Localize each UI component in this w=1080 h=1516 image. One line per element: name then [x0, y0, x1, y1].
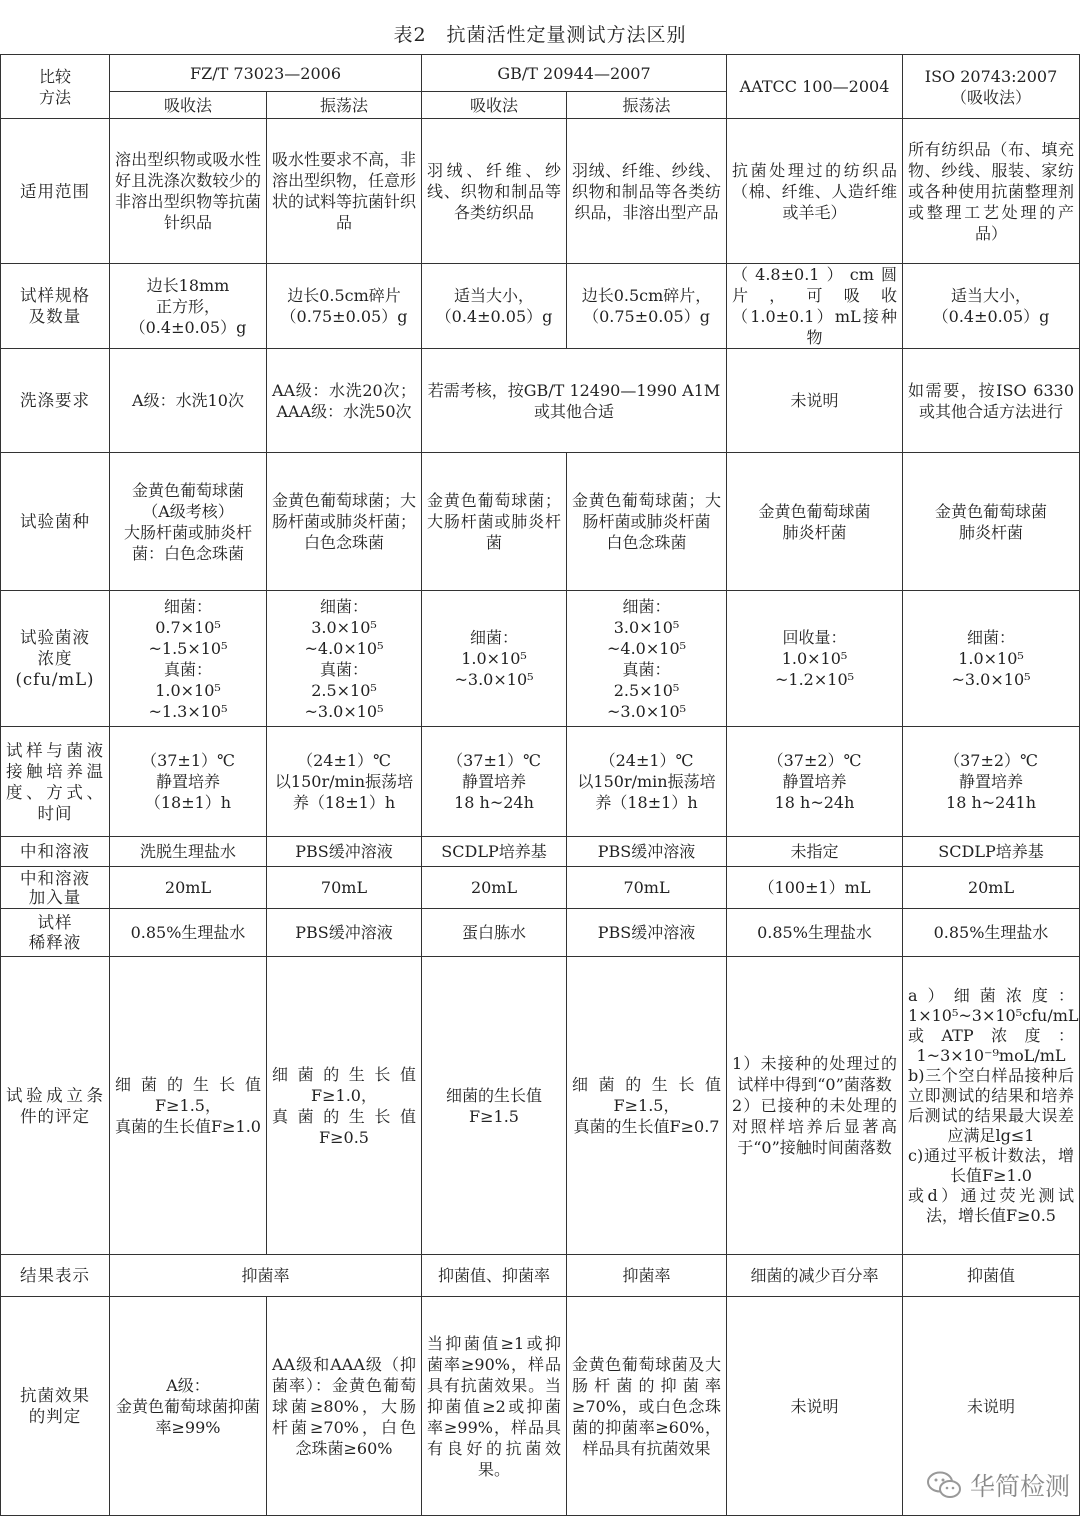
row-label: 中和溶液 加入量	[1, 867, 110, 909]
table-cell: 未说明	[727, 1297, 903, 1516]
table-cell: 20mL	[903, 867, 1080, 909]
table-cell: PBS缓冲溶液	[267, 837, 422, 867]
table-cell: 细菌的生长值F≥1.0， 真菌的生长值F≥0.5	[267, 957, 422, 1255]
table-cell: PBS缓冲溶液	[267, 909, 422, 957]
table-cell: 边长18mm 正方形， （0.4±0.05）g	[110, 264, 267, 349]
table-cell: （37±1）℃ 静置培养 18 h~24h	[422, 727, 567, 837]
comparison-table	[0, 54, 1080, 1516]
table-cell: 抑菌值、抑菌率	[422, 1255, 567, 1297]
table-cell: （37±2）℃ 静置培养 18 h~241h	[903, 727, 1080, 837]
wechat-icon	[926, 1470, 962, 1500]
table-cell: 羽绒、纤维、纱线、织物和制品等各类纺织品	[422, 119, 567, 264]
row-label: 试验菌液 浓度 (cfu/mL)	[1, 591, 110, 727]
table-cell: A级：水洗10次	[110, 349, 267, 453]
table-cell: （100±1）mL	[727, 867, 903, 909]
table-cell: 70mL	[567, 867, 727, 909]
watermark	[926, 1467, 1070, 1503]
table-cell: 边长0.5cm碎片， （0.75±0.05）g	[567, 264, 727, 349]
table-cell: 抑菌率	[567, 1255, 727, 1297]
table-cell: 细菌的生长值F≥1.5， 真菌的生长值F≥1.0	[110, 957, 267, 1255]
table-cell: 抑菌率	[110, 1255, 422, 1297]
table-cell: 溶出型织物或吸水性好且洗涤次数较少的非溶出型织物等抗菌针织品	[110, 119, 267, 264]
table-cell: 如需要，按ISO 6330或其他合适方法进行	[903, 349, 1080, 453]
table-cell: 羽绒、纤维、纱线、织物和制品等各类纺织品，非溶出型产品	[567, 119, 727, 264]
table-cell: 边长0.5cm碎片 （0.75±0.05）g	[267, 264, 422, 349]
row-label: 试样 稀释液	[1, 909, 110, 957]
row-label: 结果表示	[1, 1255, 110, 1297]
table-cell: 70mL	[267, 867, 422, 909]
table-cell: （37±1）℃ 静置培养 （18±1）h	[110, 727, 267, 837]
iso-header: ISO 20743:2007 （吸收法）	[903, 55, 1080, 119]
table-cell: 金黄色葡萄球菌；大肠杆菌或肺炎杆菌	[422, 453, 567, 591]
table-cell: 金黄色葡萄球菌；大肠杆菌或肺炎杆菌 白色念珠菌	[567, 453, 727, 591]
table-cell: 若需考核，按GB/T 12490—1990 A1M或其他合适	[422, 349, 727, 453]
table-cell: 0.85%生理盐水	[903, 909, 1080, 957]
row-label: 适用范围	[1, 119, 110, 264]
table-cell: 细菌： 3.0×10⁵ ~4.0×10⁵ 真菌： 2.5×10⁵ ~3.0×10⁵	[267, 591, 422, 727]
table-cell: 未指定	[727, 837, 903, 867]
row-label: 试验菌种	[1, 453, 110, 591]
sub-header: 振荡法	[267, 92, 422, 119]
fzt-header: FZ/T 73023—2006	[110, 55, 422, 92]
table-cell: 适当大小， （0.4±0.05）g	[422, 264, 567, 349]
table-cell: 金黄色葡萄球菌 （A级考核） 大肠杆菌或肺炎杆菌：白色念珠菌	[110, 453, 267, 591]
table-cell: 0.85%生理盐水	[110, 909, 267, 957]
table-cell: 细菌的减少百分率	[727, 1255, 903, 1297]
table-cell: 细菌： 1.0×10⁵ ~3.0×10⁵	[903, 591, 1080, 727]
table-cell: AA级和AAA级（抑菌率）：金黄色葡萄球菌≥80%，大肠杆菌≥70%，白色念珠菌≥60%	[267, 1297, 422, 1516]
table-cell: SCDLP培养基	[422, 837, 567, 867]
table-cell: 细菌： 3.0×10⁵ ~4.0×10⁵ 真菌： 2.5×10⁵ ~3.0×10⁵	[567, 591, 727, 727]
table-cell: 回收量： 1.0×10⁵ ~1.2×10⁵	[727, 591, 903, 727]
table-cell: 细菌的生长值F≥1.5， 真菌的生长值F≥0.7	[567, 957, 727, 1255]
table-cell: 金黄色葡萄球菌 肺炎杆菌	[727, 453, 903, 591]
table-cell: PBS缓冲溶液	[567, 837, 727, 867]
table-cell: 所有纺织品（布、填充物、纱线、服装、家纺或各种使用抗菌整理剂或整理工艺处理的产品）	[903, 119, 1080, 264]
table-cell: 细菌的生长值F≥1.5	[422, 957, 567, 1255]
table-cell: A级： 金黄色葡萄球菌抑菌率≥99%	[110, 1297, 267, 1516]
row-label: 试样与菌液接触培养温度、方式、时间	[1, 727, 110, 837]
method-header: 比较 方法	[1, 55, 110, 119]
table-cell: 20mL	[422, 867, 567, 909]
table-cell: 吸水性要求不高，非溶出型织物，任意形状的试料等抗菌针织品	[267, 119, 422, 264]
row-label: 试验成立条件的评定	[1, 957, 110, 1255]
table-cell: 蛋白胨水	[422, 909, 567, 957]
row-label: 试样规格 及数量	[1, 264, 110, 349]
table-cell: 20mL	[110, 867, 267, 909]
table-cell: 抑菌值	[903, 1255, 1080, 1297]
table-cell: 未说明	[903, 1297, 1080, 1516]
sub-header: 吸收法	[422, 92, 567, 119]
table-cell: 抗菌处理过的纺织品（棉、纤维、人造纤维或羊毛）	[727, 119, 903, 264]
table-title: 表2 抗菌活性定量测试方法区别	[393, 24, 687, 46]
table-cell: AA级：水洗20次；AAA级：水洗50次	[267, 349, 422, 453]
sub-header: 吸收法	[110, 92, 267, 119]
table-cell: 未说明	[727, 349, 903, 453]
table-cell: 金黄色葡萄球菌及大肠杆菌的抑菌率≥70%，或白色念珠菌的抑菌率≥60%，样品具有抗菌效果	[567, 1297, 727, 1516]
table-cell: 1）未接种的处理过的试样中得到“0”菌落数 2）已接种的未处理的对照样培养后显著高于“0”接触时间菌落数	[727, 957, 903, 1255]
table-cell: （37±2）℃ 静置培养 18 h~24h	[727, 727, 903, 837]
watermark-text: 华简检测	[969, 1472, 1070, 1501]
gbt-header: GB/T 20944—2007	[422, 55, 727, 92]
aatcc-header: AATCC 100—2004	[727, 55, 903, 119]
table-cell: （24±1）℃ 以150r/min振荡培养（18±1）h	[267, 727, 422, 837]
table-cell: 金黄色葡萄球菌 肺炎杆菌	[903, 453, 1080, 591]
table-cell: SCDLP培养基	[903, 837, 1080, 867]
row-label: 洗涤要求	[1, 349, 110, 453]
table-cell: （24±1）℃ 以150r/min振荡培养（18±1）h	[567, 727, 727, 837]
table-cell: 0.85%生理盐水	[727, 909, 903, 957]
table-cell: 当抑菌值≥1或抑菌率≥90%，样品具有抗菌效果。当抑菌值≥2或抑菌率≥99%，样品具有良好的抗菌效果。	[422, 1297, 567, 1516]
table-cell: 细菌： 1.0×10⁵ ~3.0×10⁵	[422, 591, 567, 727]
row-label: 抗菌效果 的判定	[1, 1297, 110, 1516]
table-cell: 洗脱生理盐水	[110, 837, 267, 867]
table-cell: 适当大小， （0.4±0.05）g	[903, 264, 1080, 349]
row-label: 中和溶液	[1, 837, 110, 867]
table-cell: 金黄色葡萄球菌；大肠杆菌或肺炎杆菌；白色念珠菌	[267, 453, 422, 591]
table-cell: a）细菌浓度：1×10⁵~3×10⁵cfu/mL 或ATP浓度：1~3×10⁻⁹moL/mL b)三个空白样品接种后立即测试的结果和培养后测试的结果最大误差应满足lg≤1 c)通过平板计数法，增长值F≥1.0 或d）通过荧光测试法，增长值F≥0.5	[903, 957, 1080, 1255]
table-cell: PBS缓冲溶液	[567, 909, 727, 957]
table-cell: 细菌： 0.7×10⁵ ~1.5×10⁵ 真菌： 1.0×10⁵ ~1.3×10⁵	[110, 591, 267, 727]
table-cell: （4.8±0.1）cm圆片，可吸收（1.0±0.1）mL接种物	[727, 264, 903, 349]
sub-header: 振荡法	[567, 92, 727, 119]
